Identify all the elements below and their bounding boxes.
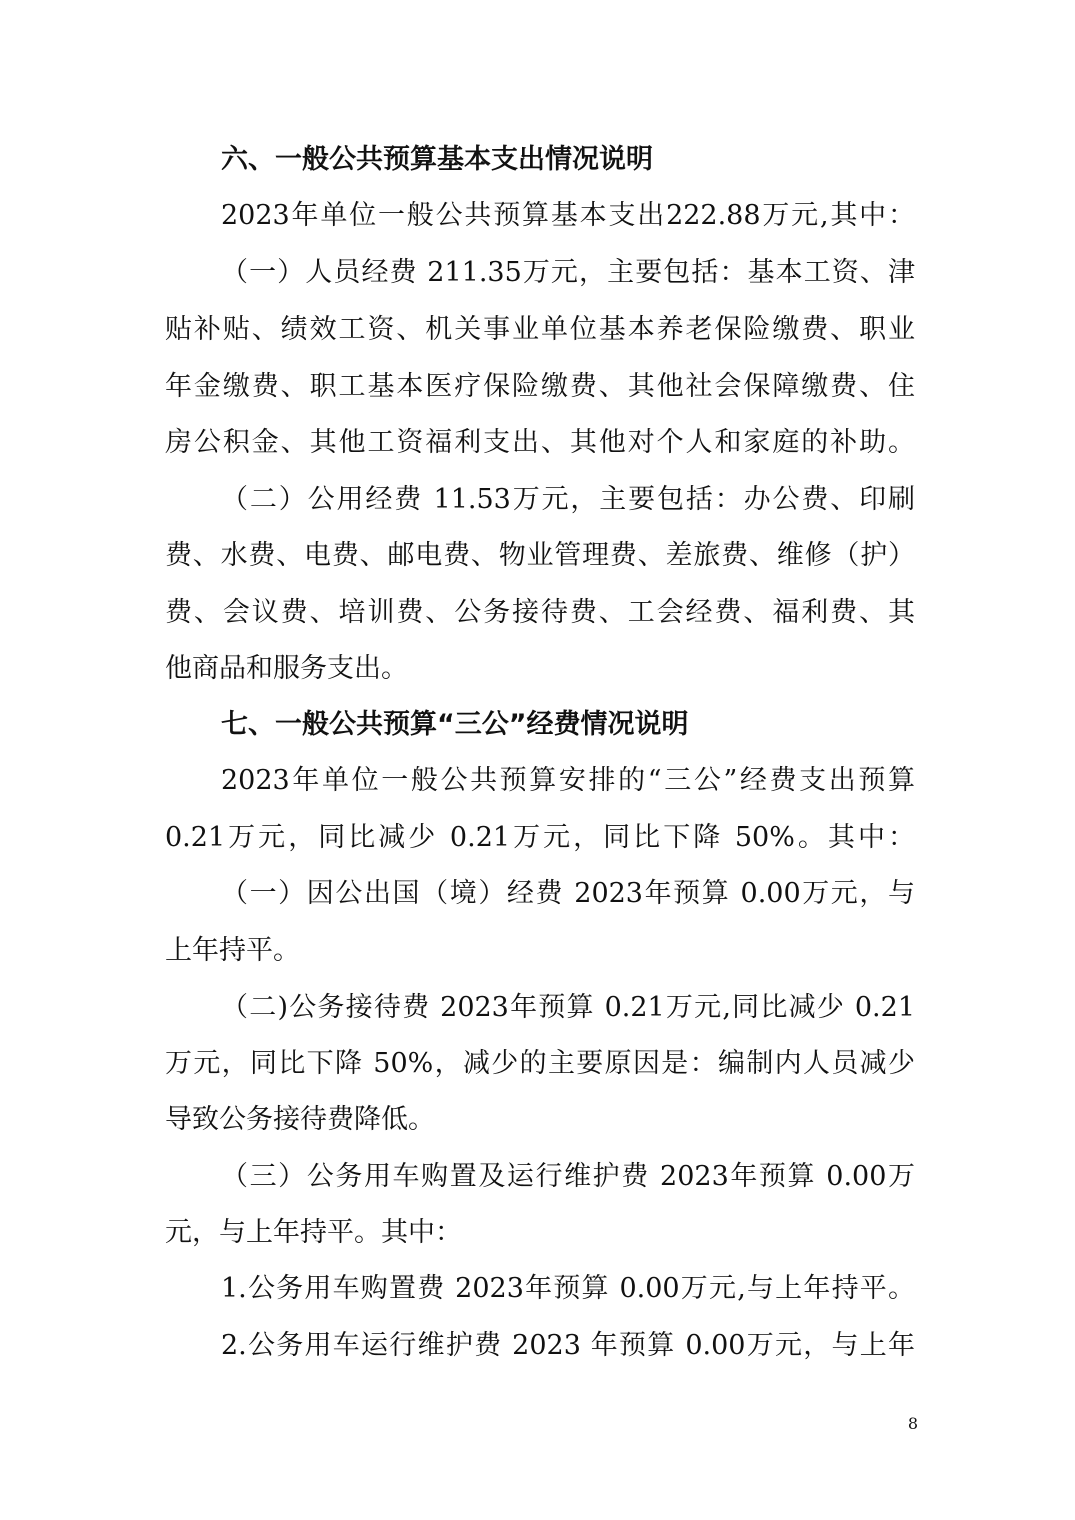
paragraph-line: 2023年单位一般公共预算基本支出222.88万元,其中：: [221, 200, 915, 231]
paragraph-line: 导致公务接待费降低。: [165, 1104, 435, 1135]
section-heading-7: 七、一般公共预算“三公”经费情况说明: [221, 709, 689, 740]
section-heading-6: 六、一般公共预算基本支出情况说明: [221, 144, 653, 175]
paragraph-line: （二)公务接待费 2023年预算 0.21万元,同比减少 0.21: [221, 992, 915, 1023]
paragraph-line: 贴补贴、绩效工资、机关事业单位基本养老保险缴费、职业: [165, 314, 915, 345]
paragraph-line: 2.公务用车运行维护费 2023 年预算 0.00万元，与上年: [221, 1330, 915, 1361]
paragraph-line: （二）公用经费 11.53万元，主要包括：办公费、印刷: [221, 484, 915, 515]
paragraph-line: 费、会议费、培训费、公务接待费、工会经费、福利费、其: [165, 597, 915, 628]
paragraph-line: （三）公务用车购置及运行维护费 2023年预算 0.00万: [221, 1161, 915, 1192]
page-number: 8: [907, 1414, 918, 1433]
paragraph-line: 年金缴费、职工基本医疗保险缴费、其他社会保障缴费、住: [165, 371, 915, 402]
paragraph-line: 万元，同比下降 50%，减少的主要原因是：编制内人员减少: [165, 1048, 915, 1079]
paragraph-line: 2023年单位一般公共预算安排的“三公”经费支出预算: [221, 765, 915, 796]
paragraph-line: 房公积金、其他工资福利支出、其他对个人和家庭的补助。: [165, 427, 915, 458]
paragraph-line: 他商品和服务支出。: [165, 653, 408, 684]
paragraph-line: 0.21万元，同比减少 0.21万元，同比下降 50%。其中：: [165, 822, 915, 853]
paragraph-line: （一）因公出国（境）经费 2023年预算 0.00万元，与: [221, 878, 915, 909]
paragraph-line: 1.公务用车购置费 2023年预算 0.00万元,与上年持平。: [221, 1273, 915, 1304]
paragraph-line: 上年持平。: [165, 935, 300, 966]
paragraph-line: 元，与上年持平。其中：: [165, 1217, 462, 1248]
paragraph-line: 费、水费、电费、邮电费、物业管理费、差旅费、维修（护）: [165, 540, 915, 571]
paragraph-line: （一）人员经费 211.35万元，主要包括：基本工资、津: [221, 257, 915, 288]
